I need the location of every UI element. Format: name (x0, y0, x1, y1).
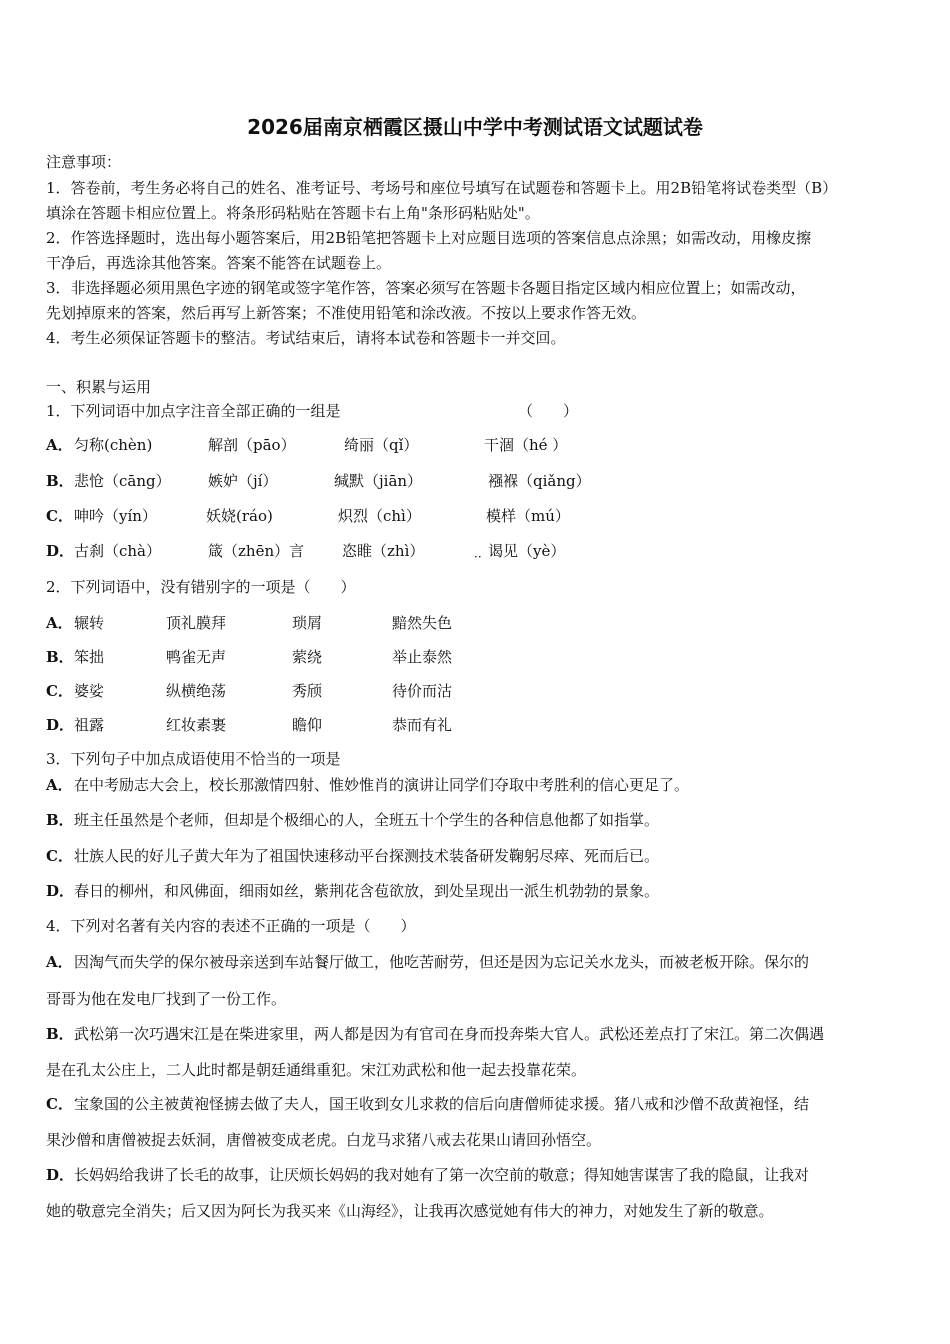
question-2-stem: 2．下列词语中，没有错别字的一项是（ ） (46, 578, 356, 596)
option-label: D． (46, 1166, 75, 1184)
notice-line: 2．作答选择题时，选出每小题答案后，用2B铅笔把答题卡上对应题目选项的答案信息点涂黑；如需改动，用橡皮擦 (46, 229, 812, 247)
notice-heading: 注意事项： (46, 153, 122, 171)
option-item: 谒见（yè） (488, 542, 566, 560)
section-heading: 一、积累与运用 (46, 378, 152, 396)
option-item: 黯然失色 (392, 614, 453, 632)
option-item: 缄默（jiān） (334, 472, 423, 490)
notice-line: 干净后，再选涂其他答案。答案不能答在试题卷上。 (46, 254, 392, 272)
option-item: 顶礼膜拜 (166, 614, 227, 632)
option-text: 因淘气而失学的保尔被母亲送到车站餐厅做工，他吃苦耐劳，但还是因为忘记关水龙头，而被老板开除。保尔的 (74, 953, 810, 971)
option-item: 萦绕 (292, 648, 323, 666)
option-label: B． (46, 1025, 74, 1043)
option-item: 辗转 (74, 614, 105, 632)
question-1-stem: 1．下列词语中加点字注音全部正确的一组是 (46, 402, 341, 420)
option-item: 妖娆(ráo) (206, 507, 273, 525)
option-item: 悲怆（cāng） (74, 472, 171, 490)
option-item: 纵横绝荡 (166, 682, 227, 700)
option-label: C． (46, 847, 73, 865)
option-item: 炽烈（chì） (338, 507, 421, 525)
option-item: 秀颀 (292, 682, 323, 700)
option-label: B． (46, 472, 74, 490)
option-text: 果沙僧和唐僧被捉去妖洞，唐僧被变成老虎。白龙马求猪八戒去花果山请回孙悟空。 (46, 1131, 602, 1149)
notice-line: 1．答卷前，考生务必将自己的姓名、准考证号、考场号和座位号填写在试题卷和答题卡上。用2B铅笔将试卷类型（B） (46, 179, 838, 197)
option-item: 襁褓（qiǎng） (488, 472, 591, 490)
notice-line: 先划掉原来的答案，然后再写上新答案；不准使用铅笔和涂改液。不按以上要求作答无效。 (46, 304, 647, 322)
option-label: C． (46, 1095, 73, 1113)
option-item: 古刹（chà） (74, 542, 162, 560)
option-item: 笨拙 (74, 648, 105, 666)
option-text: 长妈妈给我讲了长毛的故事，让厌烦长妈妈的我对她有了第一次空前的敬意；得知她害谋害了我的隐鼠，让我对 (74, 1166, 810, 1184)
option-label: A． (46, 614, 73, 632)
option-text: 是在孔太公庄上，二人此时都是朝廷通缉重犯。宋江劝武松和他一起去投靠花荣。 (46, 1061, 587, 1079)
option-item: 绮丽（qǐ） (344, 436, 419, 454)
option-label: C． (46, 682, 73, 700)
answer-bracket: （ ） (518, 402, 579, 420)
option-item: 恭而有礼 (392, 716, 453, 734)
option-text: 班主任虽然是个老师，但却是个极细心的人，全班五十个学生的各种信息他都了如指掌。 (74, 811, 660, 829)
option-item: 婆娑 (74, 682, 105, 700)
option-label: B． (46, 648, 74, 666)
option-label: D． (46, 716, 75, 734)
option-text: 春日的柳州，和风佛面，细雨如丝，紫荆花含苞欲放，到处呈现出一派生机勃勃的景象。 (74, 882, 660, 900)
question-4-stem: 4．下列对名著有关内容的表述不正确的一项是（ ） (46, 917, 416, 935)
option-text: 宝象国的公主被黄袍怪掳去做了夫人，国王收到女儿求救的信后向唐僧师徒求援。猪八戒和沙僧不敌黄袍怪，结 (74, 1095, 810, 1113)
option-item: 嫉妒（jí） (208, 472, 278, 490)
option-item: 解剖（pāo） (208, 436, 296, 454)
option-label: D． (46, 542, 75, 560)
page-title: 2026届南京栖霞区摄山中学中考测试语文试题试卷 (247, 115, 703, 139)
option-item: 模样（mú） (486, 507, 570, 525)
notice-line: 3．非选择题必须用黑色字迹的钢笔或签字笔作答，答案必须写在答题卡各题目指定区域内相应位置上；如需改动， (46, 279, 806, 297)
option-item: 呻吟（yín） (74, 507, 157, 525)
option-item: 琐屑 (292, 614, 323, 632)
option-text: 武松第一次巧遇宋江是在柴进家里，两人都是因为有官司在身而投奔柴大官人。武松还差点打了宋江。第二次偶遇 (74, 1025, 825, 1043)
option-label: C． (46, 507, 73, 525)
option-label: B． (46, 811, 74, 829)
option-label: A． (46, 776, 73, 794)
option-item: 鸭雀无声 (166, 648, 227, 666)
option-item: 瞻仰 (292, 716, 323, 734)
option-item: 干涸（hé ） (484, 436, 568, 454)
option-text: 在中考励志大会上，校长那激情四射、惟妙惟肖的演讲让同学们夺取中考胜利的信心更足了。 (74, 776, 690, 794)
option-text: 壮族人民的好儿子黄大年为了祖国快速移动平台探测技术装备研发鞠躬尽瘁、死而后已。 (74, 847, 660, 865)
option-item: 匀称(chèn) (74, 436, 153, 454)
question-3-stem: 3．下列句子中加点成语使用不恰当的一项是 (46, 750, 341, 768)
option-text: 哥哥为他在发电厂找到了一份工作。 (46, 990, 287, 1008)
option-item: 祖露 (74, 716, 105, 734)
option-text: 她的敬意完全消失；后又因为阿长为我买来《山海经》，让我再次感觉她有伟大的神力，对她发生了新的敬意。 (46, 1202, 774, 1220)
option-item: 红妆素裹 (166, 716, 227, 734)
option-label: D． (46, 882, 75, 900)
emphasis-dots: ·· (474, 550, 482, 564)
notice-line: 4．考生必须保证答题卡的整洁。考试结束后，请将本试卷和答题卡一并交回。 (46, 329, 566, 347)
notice-line: 填涂在答题卡相应位置上。将条形码粘贴在答题卡右上角"条形码粘贴处"。 (46, 204, 540, 222)
option-label: A． (46, 436, 73, 454)
option-item: 恣睢（zhì） (342, 542, 425, 560)
option-item: 箴（zhēn）言 (208, 542, 305, 560)
option-label: A． (46, 953, 73, 971)
option-item: 待价而沽 (392, 682, 453, 700)
option-item: 举止泰然 (392, 648, 453, 666)
